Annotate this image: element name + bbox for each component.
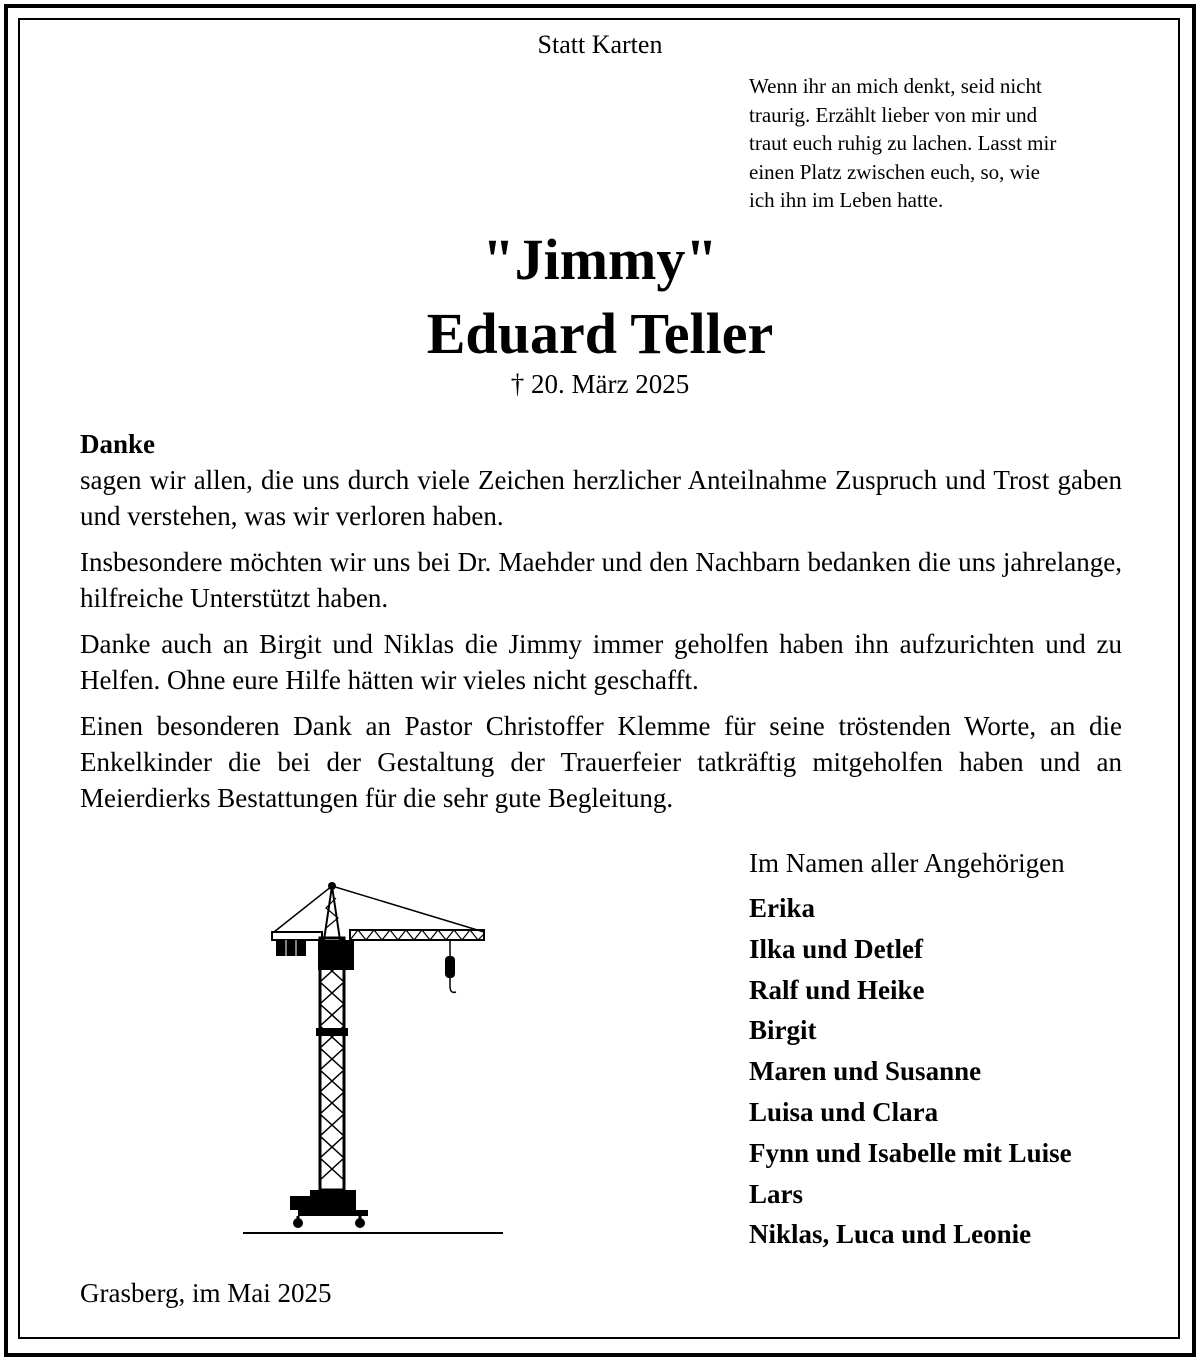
family-member: Niklas, Luca und Leonie <box>749 1219 1032 1250</box>
thanks-heading: Danke <box>80 429 156 459</box>
thanks-message <box>80 426 1122 826</box>
family-member: Birgit <box>749 1015 817 1046</box>
poem-line: einen Platz zwischen euch, so, wie <box>749 159 1040 184</box>
family-member: Ralf und Heike <box>749 974 925 1005</box>
death-date: † 20. März 2025 <box>510 369 690 399</box>
family-member: Maren und Susanne <box>749 1056 982 1087</box>
family-member: Luisa und Clara <box>749 1096 939 1127</box>
family-member: Erika <box>749 893 816 923</box>
signature-intro: Im Namen aller Angehörigen <box>749 848 1065 878</box>
deceased-nickname: "Jimmy" <box>482 227 718 292</box>
message-paragraph: Einen besonderen Dank an Pastor Christoffer Klemme für seine tröstenden Worte, an die Enkelkinder die bei der Gestaltung der Trauerfeier tatkräftig mitgeholfen haben und an Meierdierks Bestattungen für die sehr gute Begleitung. <box>80 711 1122 813</box>
tower-crane-icon <box>238 878 508 1243</box>
poem-line: ich ihn im Leben hatte. <box>749 188 944 212</box>
family-list <box>749 890 1072 1257</box>
poem <box>749 72 1149 215</box>
deceased-name: Eduard Teller <box>426 301 774 366</box>
family-member: Lars <box>749 1178 803 1209</box>
poem-line: traurig. Erzählt lieber von mir und <box>749 102 1038 127</box>
poem-line: traut euch ruhig zu lachen. Lasst mir <box>749 131 1057 155</box>
message-paragraph: sagen wir allen, die uns durch viele Zeichen herzlicher Anteilnahme Zuspruch und Trost gaben und verstehen, was wir verloren haben. <box>80 465 1122 531</box>
poem-line: Wenn ihr an mich denkt, seid nicht <box>749 74 1042 98</box>
message-paragraph: Danke auch an Birgit und Niklas die Jimmy immer geholfen haben ihn aufzurichten und zu Helfen. Ohne eure Hilfe hätten wir vieles nicht geschafft. <box>80 629 1122 695</box>
place-date: Grasberg, im Mai 2025 <box>80 1278 332 1308</box>
statt-karten-label: Statt Karten <box>537 30 663 59</box>
family-member: Ilka und Detlef <box>749 933 924 964</box>
family-member: Fynn und Isabelle mit Luise <box>749 1137 1072 1168</box>
message-paragraph: Insbesondere möchten wir uns bei Dr. Maehder und den Nachbarn bedanken die uns jahrelange, hilfreiche Unterstützt haben. <box>80 547 1122 613</box>
